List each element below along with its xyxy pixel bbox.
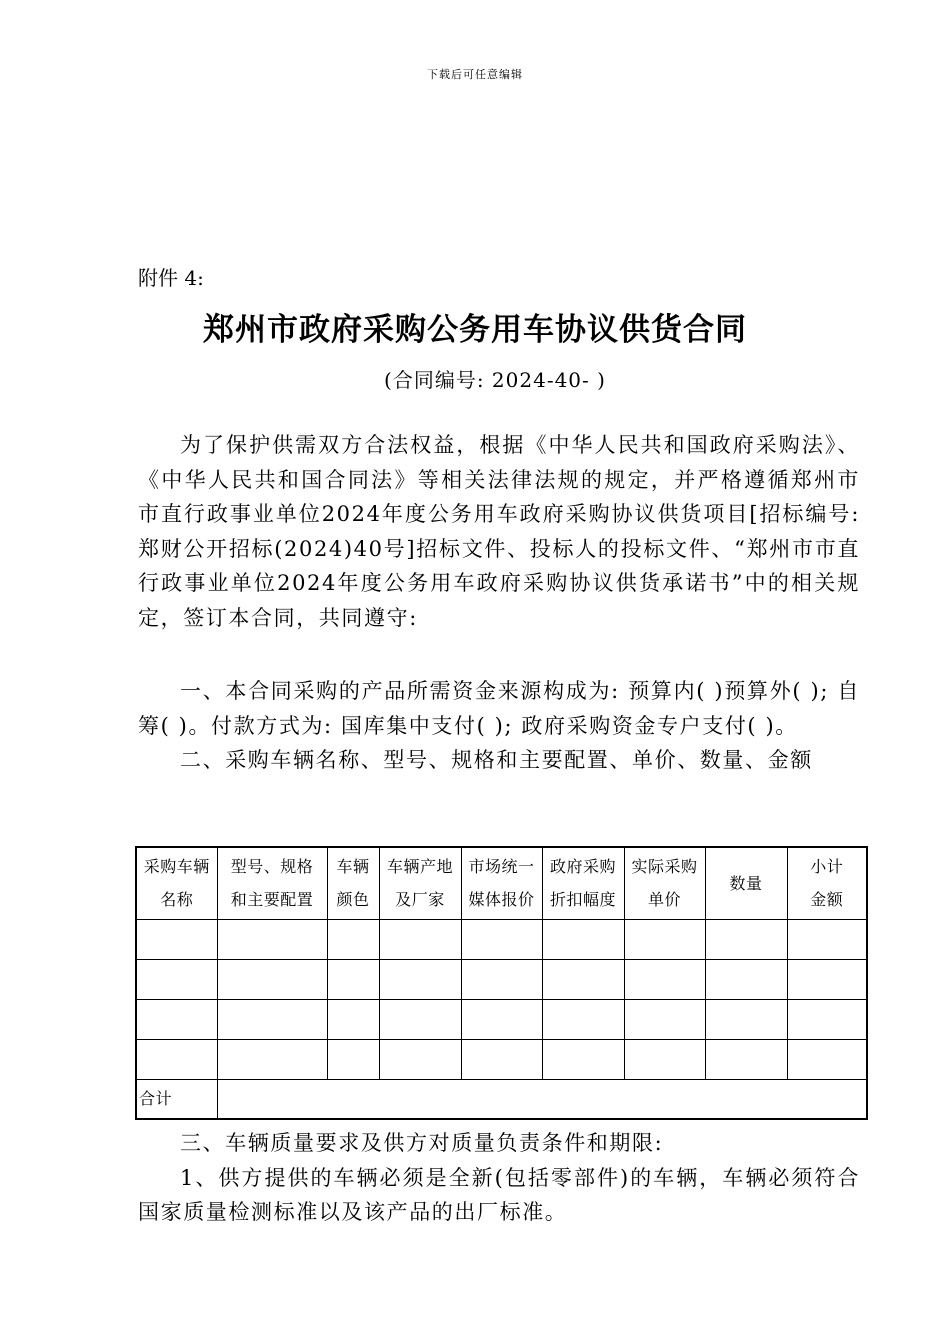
header-cell: 车辆产地 及厂家 — [379, 847, 461, 919]
table-cell[interactable] — [461, 959, 542, 999]
table-cell[interactable] — [787, 959, 867, 999]
table-row — [136, 919, 867, 959]
header-cell: 政府采购 折扣幅度 — [542, 847, 624, 919]
intro-block — [138, 428, 860, 635]
table-cell[interactable] — [542, 959, 624, 999]
total-value-cell[interactable] — [217, 1079, 867, 1119]
table-cell[interactable] — [705, 999, 787, 1039]
header-cell: 小计 金额 — [787, 847, 867, 919]
table-cell[interactable] — [379, 919, 461, 959]
table-cell[interactable] — [379, 1039, 461, 1079]
table-cell[interactable] — [705, 919, 787, 959]
table-header-row — [136, 847, 867, 919]
table-cell[interactable] — [542, 999, 624, 1039]
table-cell[interactable] — [624, 959, 705, 999]
table-cell[interactable] — [136, 1039, 217, 1079]
table-cell[interactable] — [624, 999, 705, 1039]
table-cell[interactable] — [705, 1039, 787, 1079]
table-row — [136, 999, 867, 1039]
table-cell[interactable] — [217, 959, 327, 999]
header-cell: 车辆 颜色 — [327, 847, 379, 919]
table-cell[interactable] — [461, 919, 542, 959]
section-funding: 一、本合同采购的产品所需资金来源构成为: 预算内( )预算外( ); 自筹( )。付款方式为: 国库集中支付( ); 政府采购资金专户支付( )。 — [138, 679, 860, 738]
header-cell: 数量 — [705, 847, 787, 919]
table-cell[interactable] — [327, 1039, 379, 1079]
table-cell[interactable] — [542, 919, 624, 959]
table-total-row — [136, 1079, 867, 1119]
vehicle-table — [135, 846, 868, 1120]
table-cell[interactable] — [136, 999, 217, 1039]
header-cell: 市场统一 媒体报价 — [461, 847, 542, 919]
table-cell[interactable] — [327, 959, 379, 999]
table-cell[interactable] — [787, 999, 867, 1039]
table-cell[interactable] — [461, 999, 542, 1039]
table-cell[interactable] — [624, 1039, 705, 1079]
table-cell[interactable] — [542, 1039, 624, 1079]
intro-paragraph: 为了保护供需双方合法权益，根据《中华人民共和国政府采购法》、《中华人民共和国合同法》等相关法律法规的规定，并严格遵循郑州市市直行政事业单位2024年度公务用车政府采购协议供货项目[招标编号: 郑财公开招标(2024)40号]招标文件、投标人的投标文件、“郑州市市直行政事业单位2024年度公务用车政府采购协议供货承诺书”中的相关规定，签订本合同，共同遵守: — [138, 433, 860, 630]
total-label: 合计 — [136, 1079, 217, 1119]
header-cell: 采购车辆 名称 — [136, 847, 217, 919]
sections-block — [138, 674, 860, 778]
table-cell[interactable] — [705, 959, 787, 999]
quality-block — [138, 1126, 860, 1230]
table-row — [136, 959, 867, 999]
section-quality-heading: 三、车辆质量要求及供方对质量负责条件和期限: — [180, 1131, 664, 1155]
table-cell[interactable] — [136, 959, 217, 999]
table-cell[interactable] — [217, 919, 327, 959]
table-cell[interactable] — [624, 919, 705, 959]
header-cell: 型号、规格 和主要配置 — [217, 847, 327, 919]
clause-1: 1、供方提供的车辆必须是全新(包括零部件)的车辆，车辆必须符合国家质量检测标准以及该产品的出厂标准。 — [138, 1165, 860, 1224]
table-row — [136, 1039, 867, 1079]
table-cell[interactable] — [217, 1039, 327, 1079]
document-title: 郑州市政府采购公务用车协议供货合同 — [203, 312, 747, 348]
attachment-label: 附件 4: — [138, 266, 204, 290]
table-cell[interactable] — [327, 999, 379, 1039]
table-cell[interactable] — [379, 959, 461, 999]
contract-number: (合同编号: 2024-40- ) — [384, 368, 606, 392]
table-cell[interactable] — [136, 919, 217, 959]
table-cell[interactable] — [787, 919, 867, 959]
header-cell: 实际采购 单价 — [624, 847, 705, 919]
table-cell[interactable] — [327, 919, 379, 959]
table-cell[interactable] — [461, 1039, 542, 1079]
table-cell[interactable] — [217, 999, 327, 1039]
section-vehicle-list-heading: 二、采购车辆名称、型号、规格和主要配置、单价、数量、金额 — [180, 748, 813, 772]
table-cell[interactable] — [379, 999, 461, 1039]
header-note: 下载后可任意编辑 — [427, 68, 523, 81]
table-cell[interactable] — [787, 1039, 867, 1079]
